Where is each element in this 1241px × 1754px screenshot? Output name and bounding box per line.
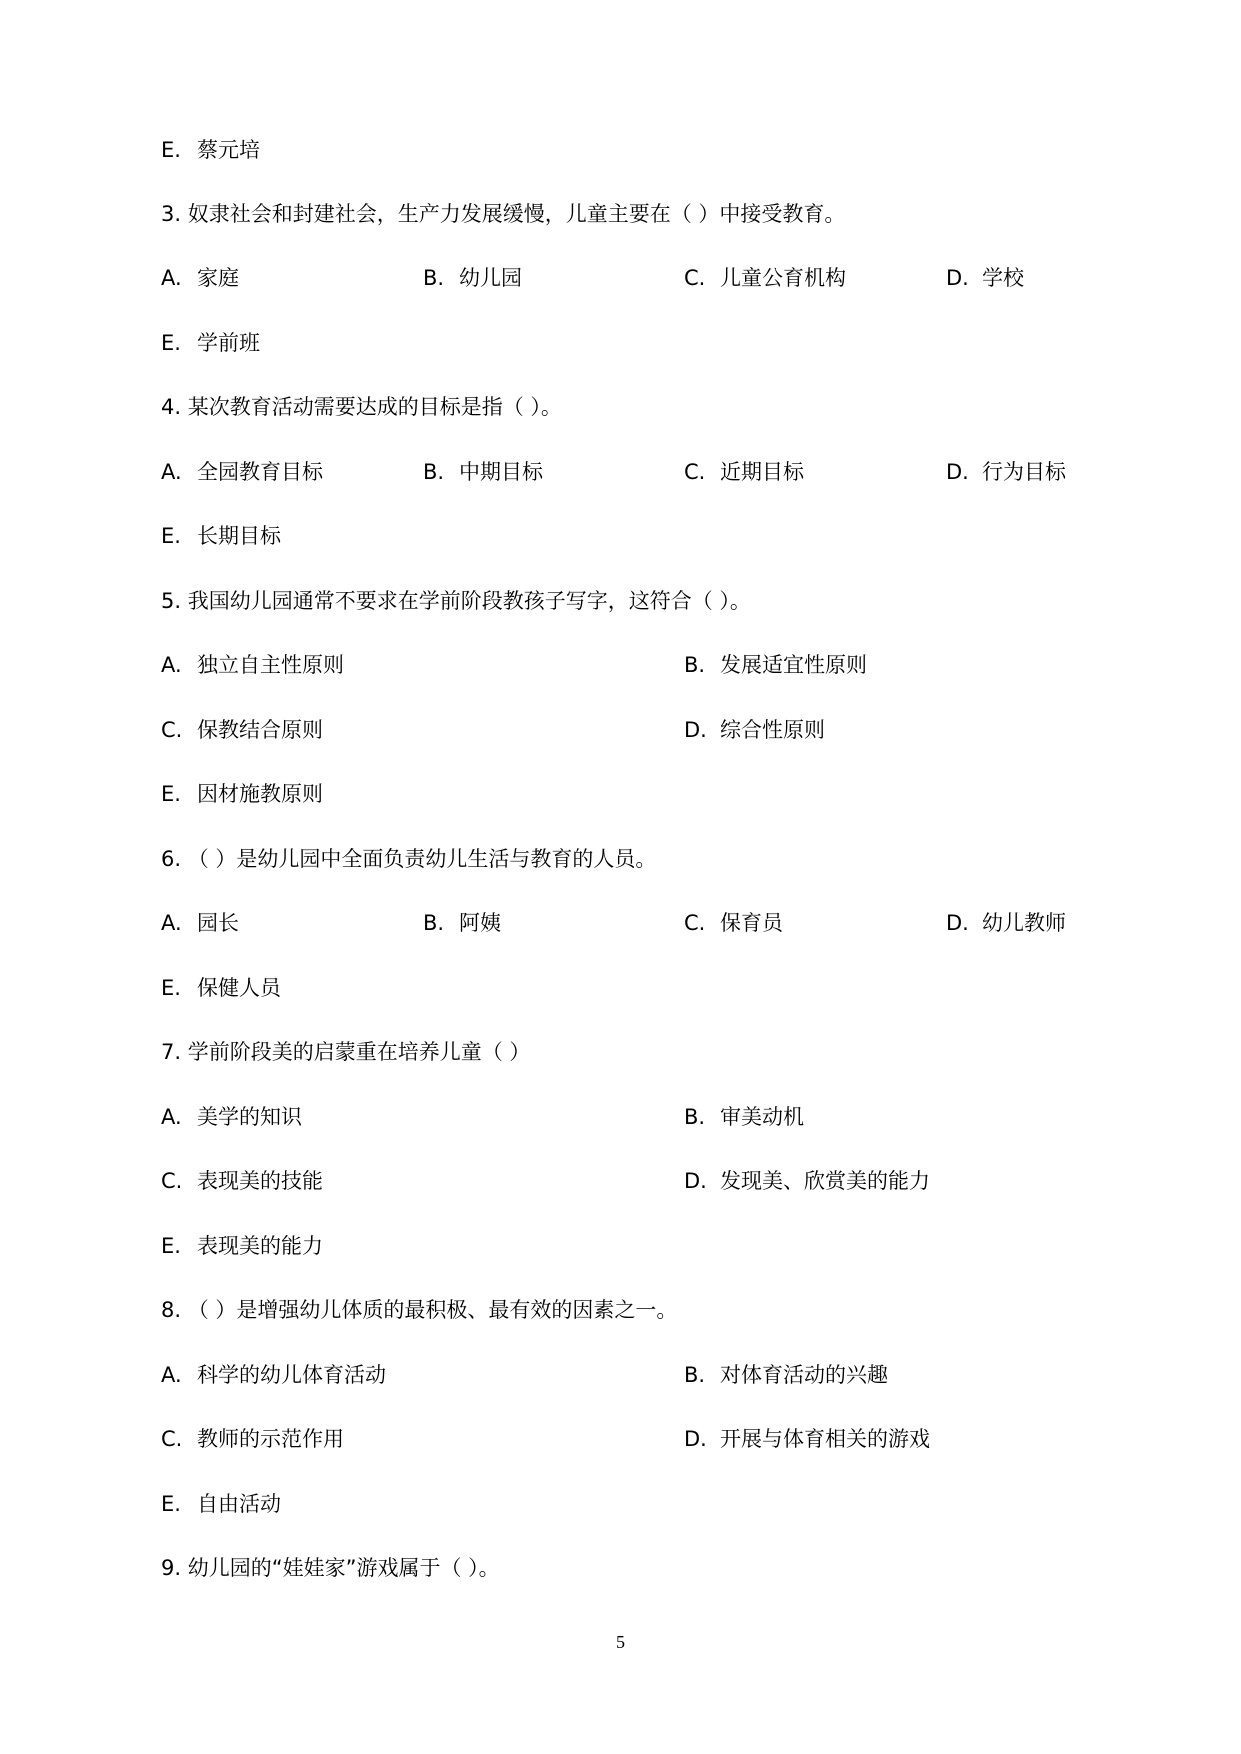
q4-option-a: A. 全园教育目标 [161,460,323,484]
question-6-stem: 6. （ ）是幼儿园中全面负责幼儿生活与教育的人员。 [161,847,657,871]
q8-option-e: E. 自由活动 [161,1492,281,1516]
question-4-stem: 4. 某次教育活动需要达成的目标是指（ ）。 [161,395,562,419]
q7-option-c: C. 表现美的技能 [161,1169,323,1193]
q7-option-row-2 [161,1161,1081,1201]
q3-option-e: E. 学前班 [161,331,260,355]
q8-option-row-2 [161,1419,1081,1459]
q8-option-row-3 [161,1484,1081,1524]
q5-option-row [161,645,1081,685]
q7-option-d: D. 发现美、欣赏美的能力 [684,1169,930,1193]
page-number: 5 [616,1632,625,1652]
q6-option-b: B. 阿姨 [423,911,501,935]
question-3-stem: 3. 奴隶社会和封建社会，生产力发展缓慢，儿童主要在（ ）中接受教育。 [161,202,846,226]
q5-option-row-3 [161,774,1081,814]
q6-option-row [161,903,1081,943]
question-7-stem: 7. 学前阶段美的启蒙重在培养儿童（ ） [161,1040,531,1064]
q3-option-a: A. 家庭 [161,266,239,290]
q5-option-e: E. 因材施教原则 [161,782,323,806]
q3-option-row [161,258,1081,298]
question-9-stem: 9. 幼儿园的“娃娃家”游戏属于（ ）。 [161,1556,500,1580]
q3-option-c: C. 儿童公育机构 [684,266,846,290]
q7-option-a: A. 美学的知识 [161,1105,302,1129]
q3-option-b: B. 幼儿园 [423,266,522,290]
q4-option-e: E. 长期目标 [161,524,281,548]
q4-option-row-2 [161,516,1081,556]
q3-option-d: D. 学校 [946,266,1024,290]
q6-option-row-2 [161,968,1081,1008]
q6-option-e: E. 保健人员 [161,976,281,1000]
q2-option-e: E. 蔡元培 [161,138,260,162]
q8-option-row [161,1355,1081,1395]
q7-option-row [161,1097,1081,1137]
q4-option-c: C. 近期目标 [684,460,804,484]
q7-option-e: E. 表现美的能力 [161,1234,323,1258]
q8-option-d: D. 开展与体育相关的游戏 [684,1427,930,1451]
q5-option-a: A. 独立自主性原则 [161,653,344,677]
question-8-stem: 8. （ ）是增强幼儿体质的最积极、最有效的因素之一。 [161,1298,678,1322]
q4-option-b: B. 中期目标 [423,460,543,484]
q6-option-c: C. 保育员 [684,911,783,935]
q3-option-row-2 [161,323,1081,363]
q6-option-d: D. 幼儿教师 [946,911,1066,935]
q8-option-a: A. 科学的幼儿体育活动 [161,1363,386,1387]
q5-option-row-2 [161,710,1081,750]
question-5-stem: 5. 我国幼儿园通常不要求在学前阶段教孩子写字，这符合（ ）。 [161,589,751,613]
q4-option-d: D. 行为目标 [946,460,1066,484]
q6-option-a: A. 园长 [161,911,239,935]
q8-option-c: C. 教师的示范作用 [161,1427,344,1451]
q5-option-d: D. 综合性原则 [684,718,825,742]
q7-option-row-3 [161,1226,1081,1266]
q2-option-row [161,130,1081,170]
q8-option-b: B. 对体育活动的兴趣 [684,1363,888,1387]
q7-option-b: B. 审美动机 [684,1105,804,1129]
q4-option-row [161,452,1081,492]
q5-option-c: C. 保教结合原则 [161,718,323,742]
q5-option-b: B. 发展适宜性原则 [684,653,867,677]
